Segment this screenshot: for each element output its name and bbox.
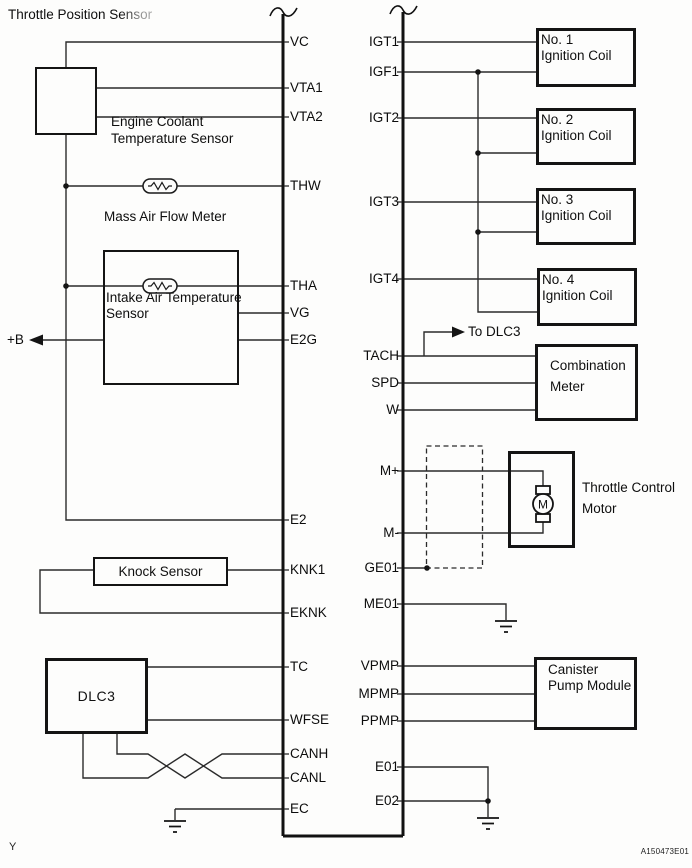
canister-pump-label-2: Pump Module: [548, 678, 632, 693]
ignition-coil-1-label: Ignition Coil: [541, 47, 612, 63]
ignition-coil-2-label: Ignition Coil: [541, 127, 612, 143]
pin-label-tc: TC: [290, 659, 308, 674]
wire-e02: [403, 801, 488, 817]
wire-ec: [175, 809, 283, 820]
ignition-coil-4-number: No. 4: [542, 272, 575, 287]
motor-symbol-letter: M: [538, 497, 548, 512]
junction-dot: [63, 283, 69, 289]
junction-dot: [485, 798, 491, 804]
intake-air-sensor-label: [106, 290, 242, 322]
ground-icon-me01: [495, 621, 517, 632]
pin-label-thw: THW: [290, 178, 321, 193]
pin-label-mpmp: MPMP: [358, 686, 399, 701]
pin-label-vta1: VTA1: [290, 80, 323, 95]
engine-coolant-line1: Engine Coolant: [111, 114, 204, 129]
ignition-coil-3-box: [536, 188, 636, 245]
wire-canh-twisted: [117, 733, 283, 778]
pin-label-w: W: [386, 402, 399, 417]
ignition-coil-1-box: [536, 28, 636, 87]
to-dlc3-arrow-icon: [452, 327, 465, 338]
pin-label-igt2: IGT2: [368, 110, 399, 125]
ground-icon-ec: [164, 821, 186, 832]
figure-code: A150473E01: [640, 847, 689, 856]
pin-label-tha: THA: [290, 278, 317, 293]
ground-icon-e01-e02: [477, 818, 499, 829]
junction-dot: [475, 69, 481, 75]
pin-label-igt3: IGT3: [368, 194, 399, 209]
pin-label-mminus: M-: [383, 525, 399, 540]
pin-label-e2g: E2G: [290, 332, 318, 347]
pin-label-vc: VC: [290, 34, 309, 49]
junction-dot: [424, 565, 430, 571]
pin-label-e02: E02: [374, 793, 399, 808]
ignition-coil-2-number: No. 2: [541, 112, 574, 127]
plus-b-arrow-icon: [29, 335, 43, 346]
pin-label-ppmp: PPMP: [360, 713, 399, 728]
throttle-position-sensor-box: [35, 67, 97, 135]
throttle-control-motor-line2: Motor: [582, 501, 617, 516]
wire-canl-twisted: [83, 733, 283, 778]
knock-sensor-label: Knock Sensor: [118, 564, 203, 579]
junction-dot: [475, 229, 481, 235]
plus-b-label: +B: [7, 332, 24, 347]
diagram-title: Throttle Position Sensor: [8, 7, 153, 22]
pin-label-e2: E2: [290, 512, 307, 527]
combination-meter-label-2: Meter: [550, 379, 585, 394]
pin-label-igt1: IGT1: [368, 34, 399, 49]
page-marker: Y: [9, 841, 17, 853]
mass-air-flow-meter-label: Mass Air Flow Meter: [104, 209, 227, 224]
pin-label-igt4: IGT4: [368, 271, 399, 286]
ignition-coil-1-number: No. 1: [541, 32, 574, 47]
pin-label-tach: TACH: [363, 348, 399, 363]
engine-coolant-line2: Temperature Sensor: [111, 131, 234, 146]
wire-igf-bus: [478, 72, 537, 312]
junction-dot: [63, 183, 69, 189]
throttle-control-motor-label: [582, 477, 675, 519]
pin-label-vg: VG: [290, 305, 310, 320]
pin-label-igf1: IGF1: [368, 64, 399, 79]
wire-vc: [66, 42, 283, 67]
pin-label-ec: EC: [290, 801, 309, 816]
pin-label-e01: E01: [374, 759, 399, 774]
pin-label-ge01: GE01: [364, 560, 399, 575]
dlc3-box: [45, 658, 148, 734]
canister-pump-label-1: Canister: [548, 662, 599, 677]
combination-meter-label-1: Combination: [550, 358, 626, 373]
throttle-control-motor-box: [508, 451, 575, 548]
wire-to-dlc3-branch: [424, 332, 453, 356]
dlc3-label: DLC3: [77, 688, 116, 704]
pin-label-mplus: M+: [379, 463, 399, 478]
shield-dashed-box: [427, 446, 483, 568]
ignition-coil-2-box: [536, 108, 636, 165]
wire-me01: [403, 604, 506, 620]
combination-meter-box: [535, 344, 638, 421]
junction-dot: [475, 150, 481, 156]
intake-air-line1: Intake Air Temperature: [106, 290, 242, 305]
ignition-coil-3-label: Ignition Coil: [541, 207, 612, 223]
to-dlc3-label: To DLC3: [468, 324, 521, 339]
pin-label-vta2: VTA2: [290, 109, 323, 124]
engine-coolant-sensor-label: [111, 113, 233, 147]
ignition-coil-4-label: Ignition Coil: [542, 287, 613, 303]
pin-label-eknk: EKNK: [290, 605, 327, 620]
pin-label-canl: CANL: [290, 770, 327, 785]
intake-air-line2: Sensor: [106, 306, 149, 321]
pin-label-knk1: KNK1: [290, 562, 326, 577]
ignition-coil-4-box: [537, 268, 637, 326]
canister-pump-module-box: [534, 657, 637, 730]
ignition-coil-3-number: No. 3: [541, 192, 574, 207]
wire-e01: [403, 767, 488, 801]
pin-label-spd: SPD: [371, 375, 399, 390]
knock-sensor-box: [93, 557, 228, 586]
pin-label-me01: ME01: [363, 596, 399, 611]
pin-label-canh: CANH: [290, 746, 329, 761]
thermistor-icon-thw: [143, 179, 177, 193]
throttle-control-motor-line1: Throttle Control: [582, 480, 676, 495]
pin-label-vpmp: VPMP: [360, 658, 399, 673]
pin-label-wfse: WFSE: [290, 712, 329, 727]
